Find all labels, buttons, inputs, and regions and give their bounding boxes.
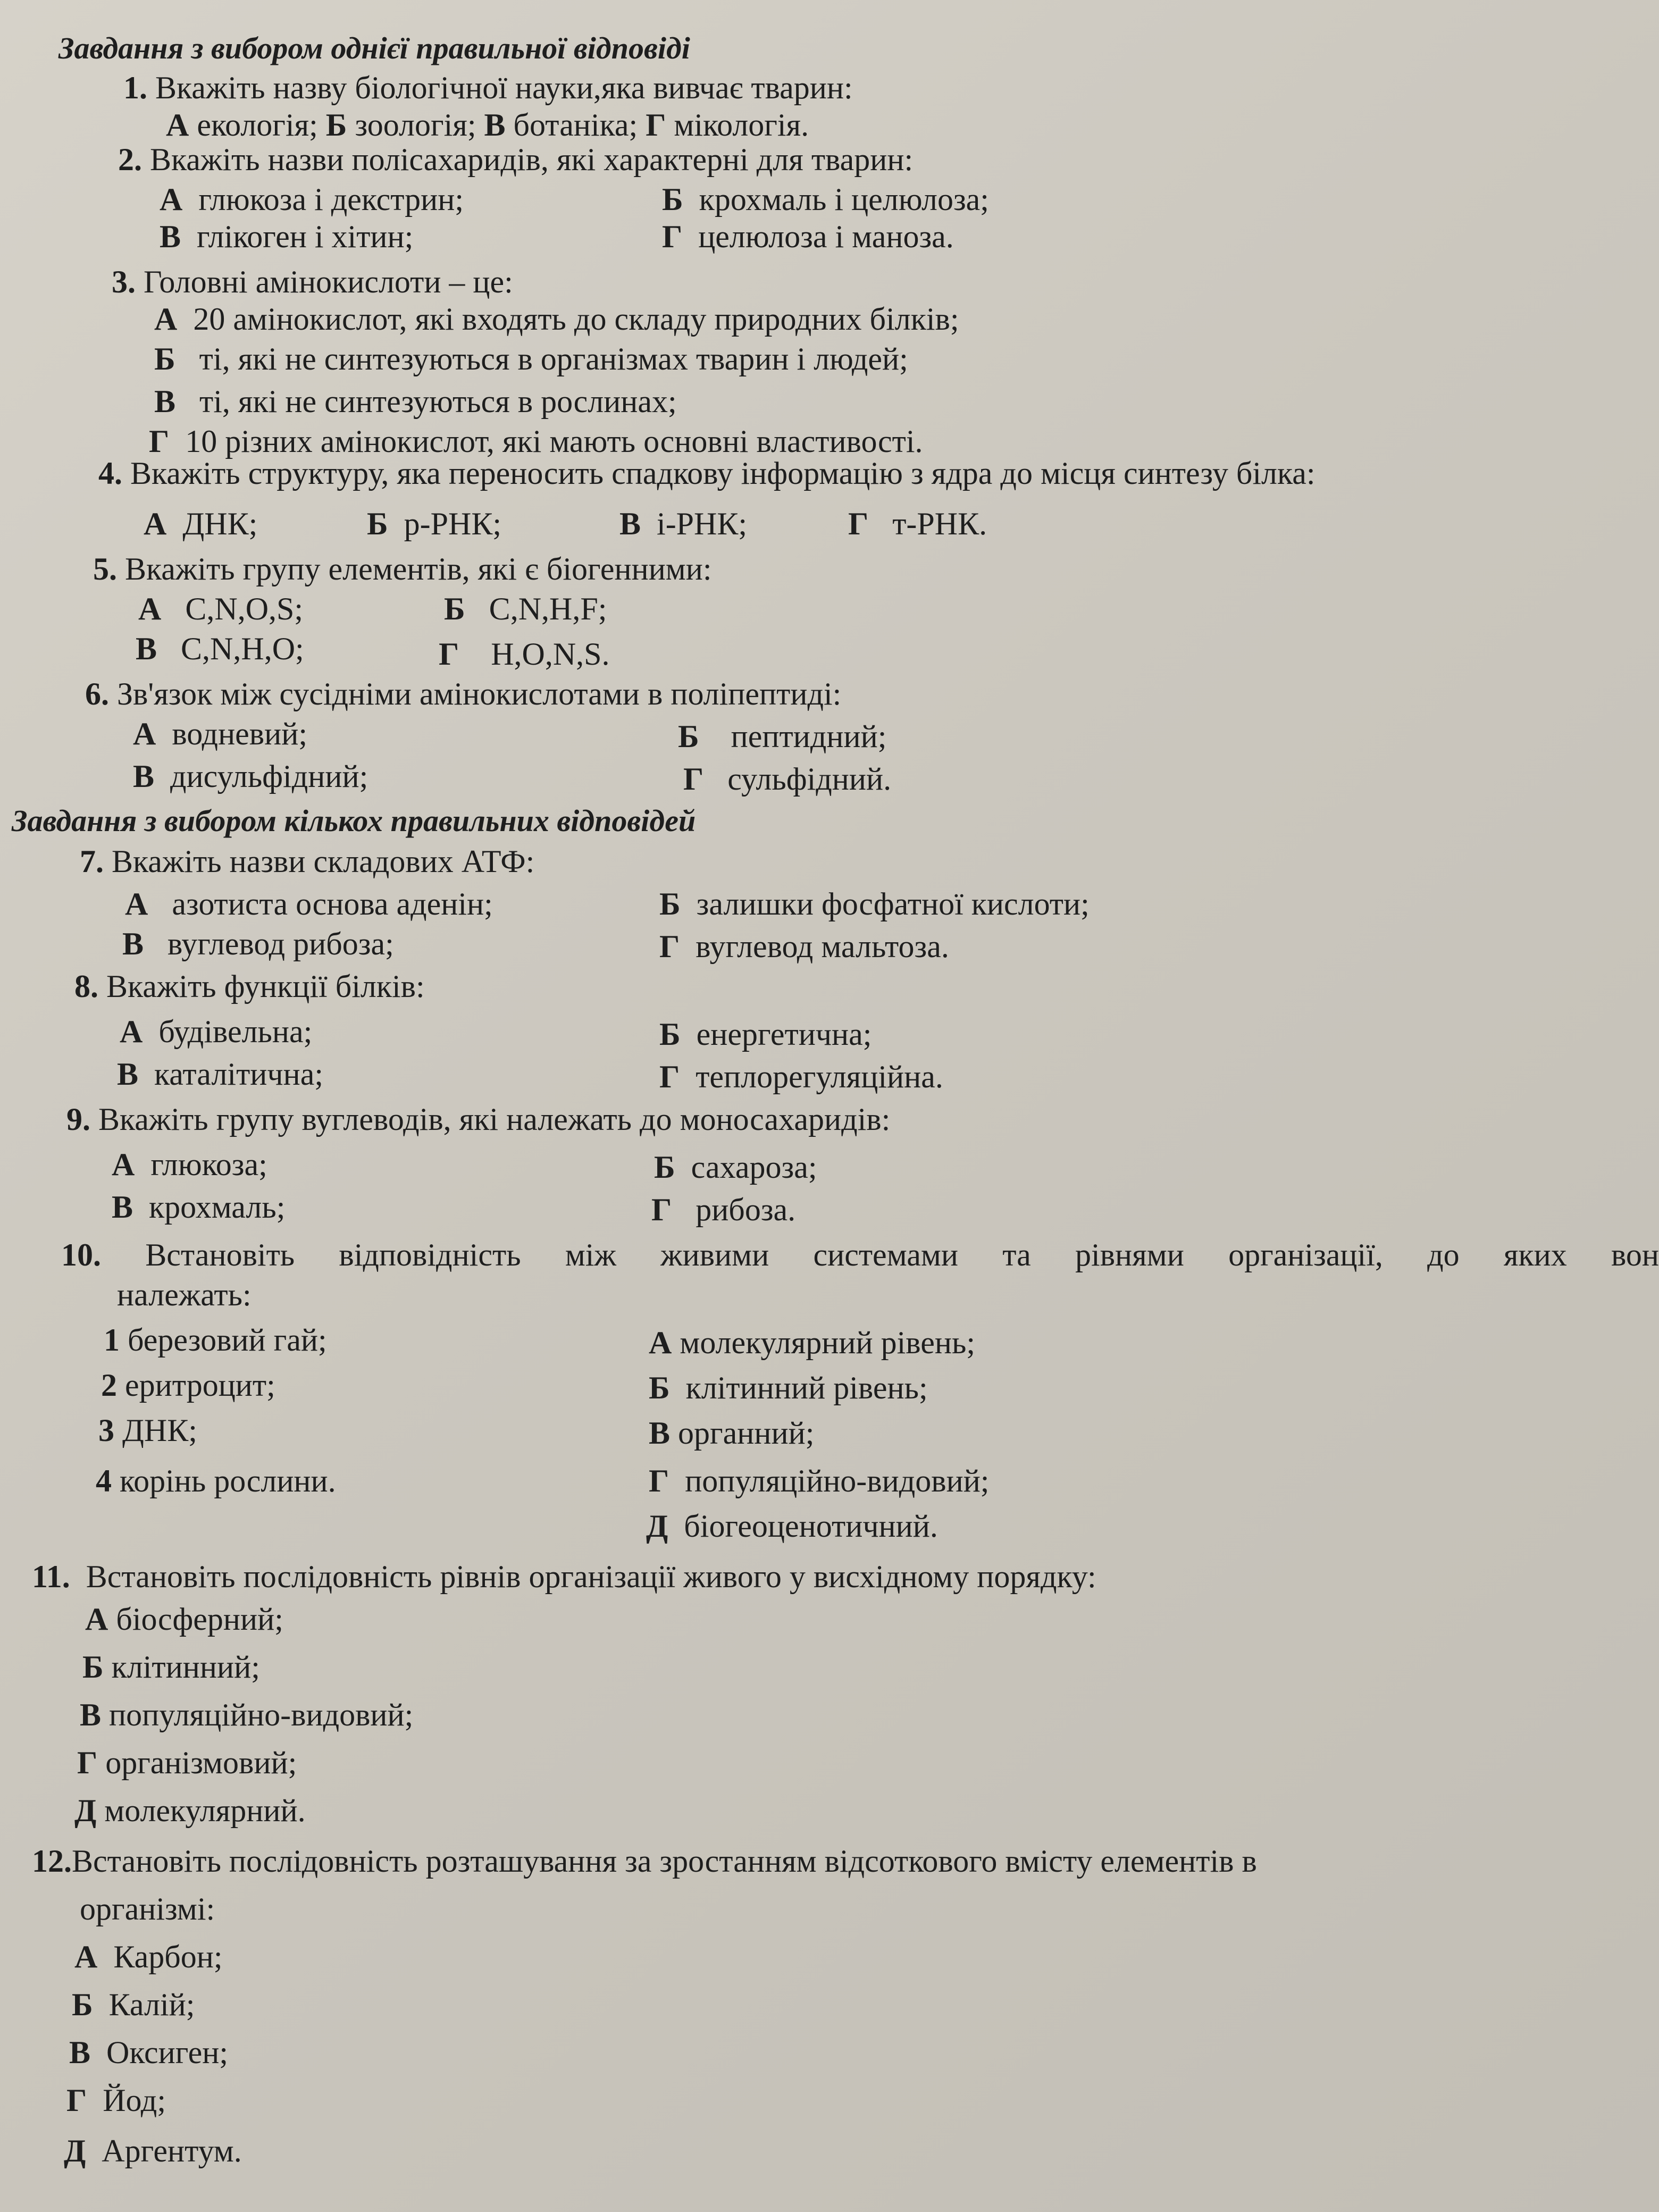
question-2-option-d: Г целюлоза і маноза.: [662, 219, 954, 254]
question-2-option-b: Б крохмаль і целюлоза;: [662, 182, 989, 217]
question-12-option-b: Б Калій;: [72, 1987, 195, 2022]
question-3-option-b: Б ті, які не синтезуються в організмах тварин і людей;: [154, 341, 908, 376]
question-8: 8. Вкажіть функції білків:: [74, 969, 425, 1004]
question-10-right-a: А молекулярний рівень;: [649, 1325, 976, 1360]
question-4: 4. Вкажіть структуру, яка переносить спадкову інформацію з ядра до місця синтезу білка:: [98, 456, 1316, 491]
question-10-continued: належать:: [117, 1277, 252, 1312]
question-6-option-d: Г сульфідний.: [683, 761, 892, 797]
question-11-option-b: Б клітинний;: [82, 1649, 260, 1685]
question-2: 2. Вкажіть назви полісахаридів, які характерні для тварин:: [118, 142, 914, 177]
question-5-option-a: А C,N,O,S;: [138, 591, 304, 626]
question-1-options: А екологія; Б зоологія; В ботаніка; Г мікологія.: [166, 107, 809, 143]
question-7-option-a: А азотиста основа аденін;: [125, 886, 493, 921]
question-3-option-a: А 20 амінокислот, які входять до складу природних білків;: [154, 301, 959, 337]
section-title: Завдання з вибором однієї правильної відповіді: [58, 31, 690, 65]
question-12: 12.Встановіть послідовність розташування за зростанням відсоткового вмісту елементів в: [32, 1844, 1257, 1879]
question-7-option-c: В вуглевод рибоза;: [122, 926, 394, 961]
question-3: 3. Головні амінокислоти – це:: [112, 264, 513, 299]
question-5: 5. Вкажіть групу елементів, які є біогенними:: [93, 551, 712, 586]
question-9-option-d: Г рибоза.: [651, 1192, 796, 1227]
question-2-option-c: В глікоген і хітин;: [160, 219, 414, 254]
question-10-left-2: 2 еритроцит;: [101, 1368, 275, 1403]
question-4-option-b: Б р-РНК;: [367, 506, 502, 541]
question-10: 10. Встановіть відповідність між живими системами та рівнями організації, до яких вон: [61, 1237, 1659, 1272]
question-9-option-b: Б сахароза;: [654, 1150, 817, 1185]
question-7-option-b: Б залишки фосфатної кислоти;: [659, 886, 1090, 921]
question-12-option-d: Г Йод;: [66, 2083, 166, 2118]
question-4-option-d: Г т-РНК.: [848, 506, 987, 541]
question-6-option-a: А водневий;: [133, 716, 308, 751]
question-5-option-d: Г H,O,N,S.: [439, 636, 610, 672]
question-10-right-b: Б клітинний рівень;: [649, 1370, 928, 1405]
question-12-option-a: А Карбон;: [74, 1939, 223, 1974]
question-11-option-d: Г організмовий;: [77, 1745, 297, 1780]
question-8-option-c: В каталітична;: [117, 1057, 323, 1092]
question-10-left-3: 3 ДНК;: [98, 1413, 197, 1448]
question-9: 9. Вкажіть групу вуглеводів, які належать до моносахаридів:: [66, 1102, 891, 1137]
question-12-option-e: Д Аргентум.: [64, 2133, 242, 2168]
question-12-option-c: В Оксиген;: [69, 2035, 228, 2070]
question-10-left-1: 1 березовий гай;: [104, 1322, 327, 1358]
question-12-continued: організмі:: [80, 1891, 215, 1926]
question-10-right-e: Д біогеоценотичний.: [646, 1509, 938, 1544]
question-1: 1. Вкажіть назву біологічної науки,яка вивчає тварин:: [123, 70, 853, 105]
question-6-option-c: В дисульфідний;: [133, 759, 368, 794]
question-11-option-c: В популяційно-видовий;: [80, 1697, 414, 1732]
question-8-option-b: Б енергетична;: [659, 1017, 872, 1052]
question-11: 11. Встановіть послідовність рівнів організації живого у висхідному порядку:: [32, 1559, 1096, 1594]
question-9-option-c: В крохмаль;: [112, 1189, 286, 1225]
question-8-option-d: Г теплорегуляційна.: [659, 1059, 943, 1094]
question-2-option-a: А глюкоза і декстрин;: [160, 182, 464, 217]
question-11-option-a: А біосферний;: [85, 1602, 283, 1637]
question-4-option-a: А ДНК;: [144, 506, 258, 541]
question-10-right-d: Г популяційно-видовий;: [649, 1463, 990, 1498]
question-11-option-e: Д молекулярний.: [74, 1793, 306, 1828]
question-10-left-4: 4 корінь рослини.: [96, 1463, 336, 1498]
question-7-option-d: Г вуглевод мальтоза.: [659, 929, 949, 964]
question-4-option-c: В і-РНК;: [619, 506, 748, 541]
question-5-option-c: В C,N,H,O;: [136, 631, 304, 666]
question-3-option-d: Г 10 різних амінокислот, які мають основні властивості.: [149, 424, 923, 459]
question-5-option-b: Б C,N,H,F;: [444, 591, 607, 626]
question-6: 6. Зв'язок між сусідніми амінокислотами в поліпептиді:: [85, 676, 842, 711]
question-9-option-a: А глюкоза;: [112, 1147, 267, 1182]
question-7: 7. Вкажіть назви складових АТФ:: [80, 844, 535, 879]
question-6-option-b: Б пептидний;: [678, 719, 887, 754]
question-3-option-c: В ті, які не синтезуються в рослинах;: [154, 384, 677, 419]
question-8-option-a: А будівельна;: [120, 1014, 313, 1049]
section-title-multiple: Завдання з вибором кількох правильних відповідей: [12, 803, 696, 838]
question-10-right-c: В органний;: [649, 1415, 815, 1451]
